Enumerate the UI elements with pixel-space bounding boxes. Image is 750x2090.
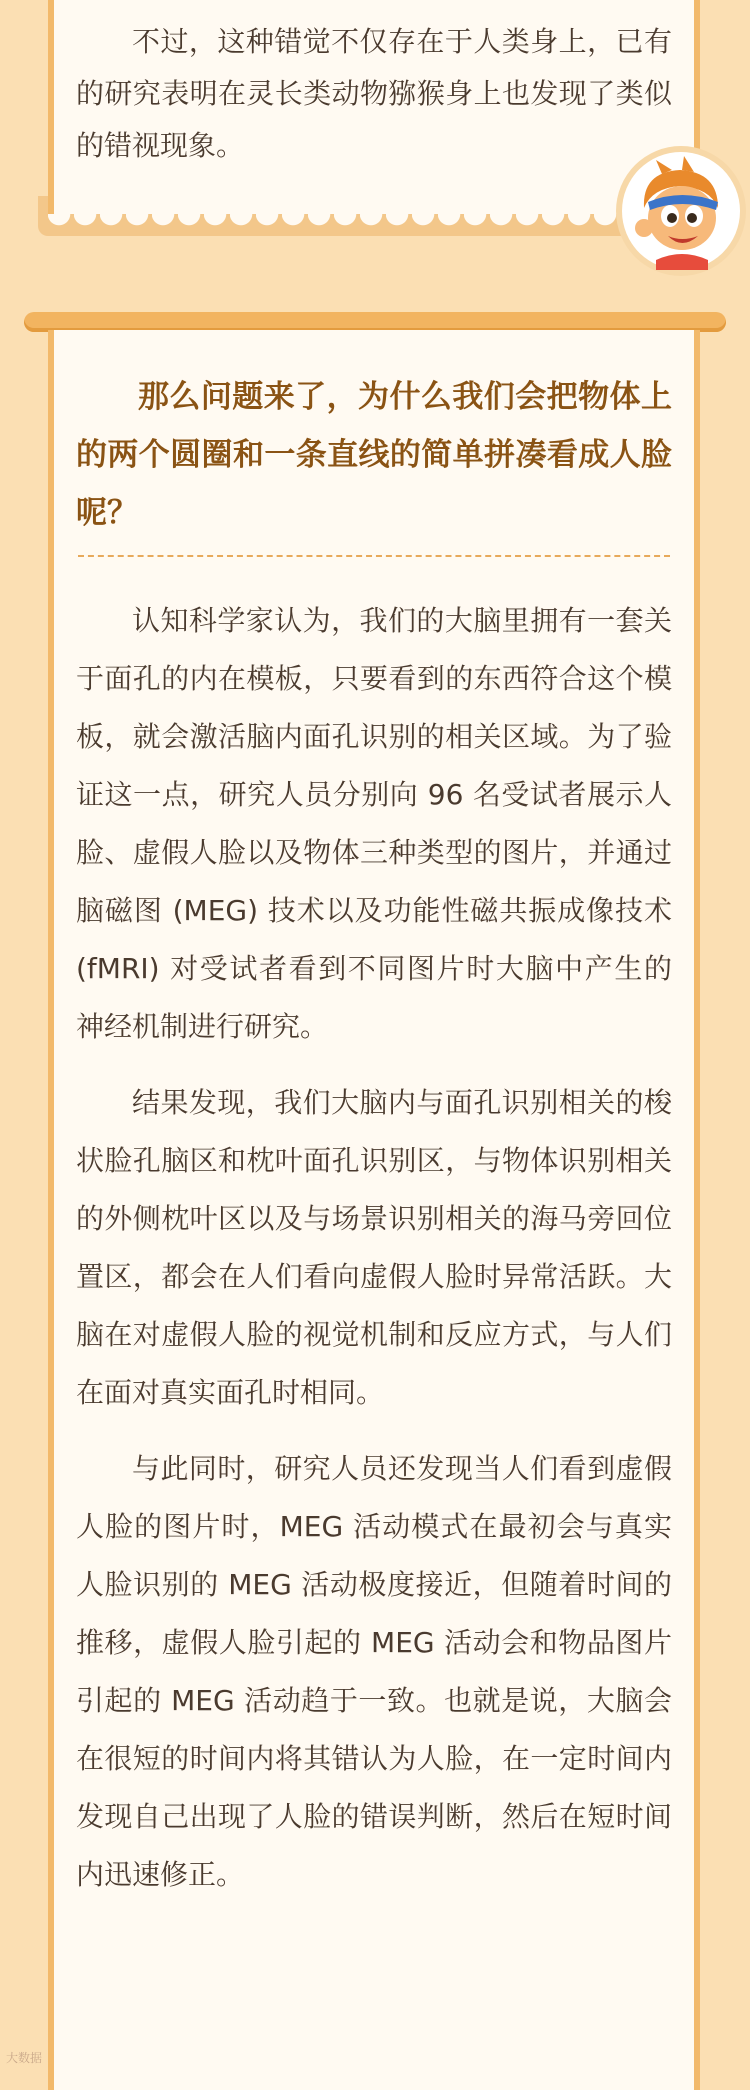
body-paragraph: 结果发现，我们大脑内与面孔识别相关的梭状脸孔脑区和枕叶面孔识别区，与物体识别相关的外侧枕叶区以及与场景识别相关的海马旁回位置区，都会在人们看向虚假人脸时异常活跃。大脑在对虚假人脸的视觉机制和反应方式，与人们在面对真实面孔时相同。 [76, 1086, 672, 1409]
top-card-paragraph: 不过，这种错觉不仅存在于人类身上，已有的研究表明在灵长类动物猕猴身上也发现了类似的错视现象。 [76, 25, 672, 162]
body-paragraph: 认知科学家认为，我们的大脑里拥有一套关于面孔的内在模板，只要看到的东西符合这个模板，就会激活脑内面孔识别的相关区域。为了验证这一点，研究人员分别向 96 名受试者展示人脸、虚假人脸以及物体三种类型的图片，并通过脑磁图 (MEG) 技术以及功能性磁共振成像技术 (fMRI) 对受试者看到不同图片时大脑中产生的神经机制进行研究。 [76, 604, 672, 1043]
top-card [48, 0, 700, 214]
body-text [76, 592, 672, 1922]
main-card [48, 330, 700, 2090]
watermark: 大数据 [6, 2051, 43, 2065]
scalloped-edge [48, 214, 700, 236]
scroll-rod [24, 312, 726, 332]
dashed-divider [78, 555, 670, 557]
body-paragraph: 与此同时，研究人员还发现当人们看到虚假人脸的图片时，MEG 活动模式在最初会与真实人脸识别的 MEG 活动极度接近，但随着时间的推移，虚假人脸引起的 MEG 活动会和物品图片引起的 MEG 活动趋于一致。也就是说，大脑会在很短的时间内将其错认为人脸，在一定时间内发现自己出现了人脸的错误判断，然后在短时间内迅速修正。 [76, 1452, 672, 1891]
question-heading: 那么问题来了，为什么我们会把物体上的两个圆圈和一条直线的简单拼凑看成人脸呢？ [76, 379, 672, 531]
cartoon-boy-avatar-icon [622, 152, 740, 270]
